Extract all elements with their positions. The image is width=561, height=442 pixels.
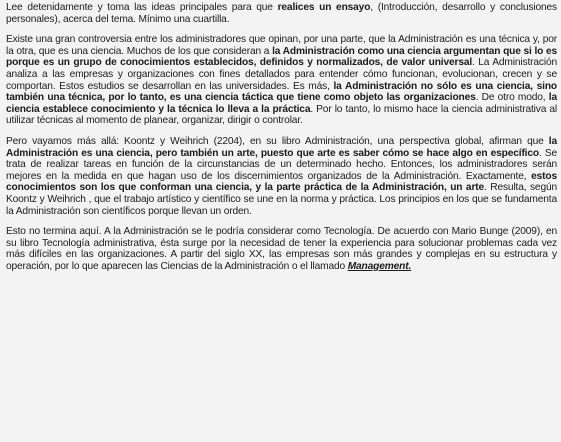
text-run: Esto no termina aquí. A la Administración se le podría considerar como Tecnología. De acuerdo con Mario Bunge (2009), en su libro Tecnología administrativa, ésta surge por la necesidad de tener la experiencia para solucionar problemas cada vez más difíciles en las organizaciones. A partir del siglo XX, las empresas son más grandes y complejas en su estructura y operación, por lo que aparecen las Ciencias de la Administración o el llamado bbox=[6, 226, 557, 272]
bold-text: la Administración no sólo es una ciencia, sino también una técnica, por lo tanto, es una ciencia táctica que tiene como objeto las organizaciones bbox=[6, 80, 557, 104]
bold-text: la Administración como una ciencia argumentan que si lo es porque es un grupo de conocimientos establecidos, definidos y normalizados, de valor universal bbox=[6, 45, 558, 69]
text-run: . Resulta, según Koontz y Weihrich , que el trabajo artístico y científico se une en la norma y práctica. Los principios en los que se fundamenta la Administración son científicos porque llevan un orden. bbox=[6, 182, 557, 217]
paragraph bbox=[6, 226, 557, 272]
text-run: . Por lo tanto, lo mismo hace la ciencia administrativa al utilizar técnicas al momento de planear, organizar, dirigir o controlar. bbox=[6, 103, 557, 127]
bold-text: estos conocimientos son los que conforman una ciencia, y la parte práctica de la Administración, un arte bbox=[6, 170, 557, 194]
underlined-term: Management. bbox=[347, 260, 412, 272]
bold-text: la Administración es una ciencia, pero también un arte, puesto que arte es saber cómo se hace algo en específico bbox=[6, 135, 557, 159]
text-run: , (Introducción, desarrollo y conclusiones personales), acerca del tema. Mínimo una cuartilla. bbox=[6, 2, 557, 25]
text-run: . De otro modo, bbox=[475, 92, 549, 104]
text-run: Lee detenidamente y toma las ideas principales para que bbox=[6, 2, 278, 13]
text-run: Existe una gran controversia entre los administradores que opinan, por una parte, que la Administración es una técnica y, por la otra, que es una ciencia. Muchos de los que consideran a bbox=[6, 34, 557, 57]
text-run: . Se trata de realizar tareas en función de la circunstancias de un determinado hecho. Entonces, los administradores serán mejores en la medida en que hagan uso de los discernimientos organizados de la Administración. Exactamente, bbox=[6, 147, 558, 182]
document-body bbox=[6, 2, 557, 272]
paragraph bbox=[6, 34, 557, 127]
text-run: . La Administración analiza a las empresas y organizaciones con fines detallados para entender cómo funcionan, evolucionan, crecen y se comportan. Estos estudios se desarrollan en las universidades. Es más, bbox=[6, 57, 557, 92]
bold-text: realices un ensayo bbox=[277, 2, 371, 13]
bold-text: la ciencia establece conocimiento y la técnica lo lleva a la práctica bbox=[6, 92, 557, 115]
text-run: Pero vayamos más allá: Koontz y Weihrich (2204), en su libro Administración, una perspectiva global, afirman que bbox=[6, 135, 549, 147]
paragraph bbox=[6, 136, 557, 217]
paragraph bbox=[6, 2, 557, 25]
